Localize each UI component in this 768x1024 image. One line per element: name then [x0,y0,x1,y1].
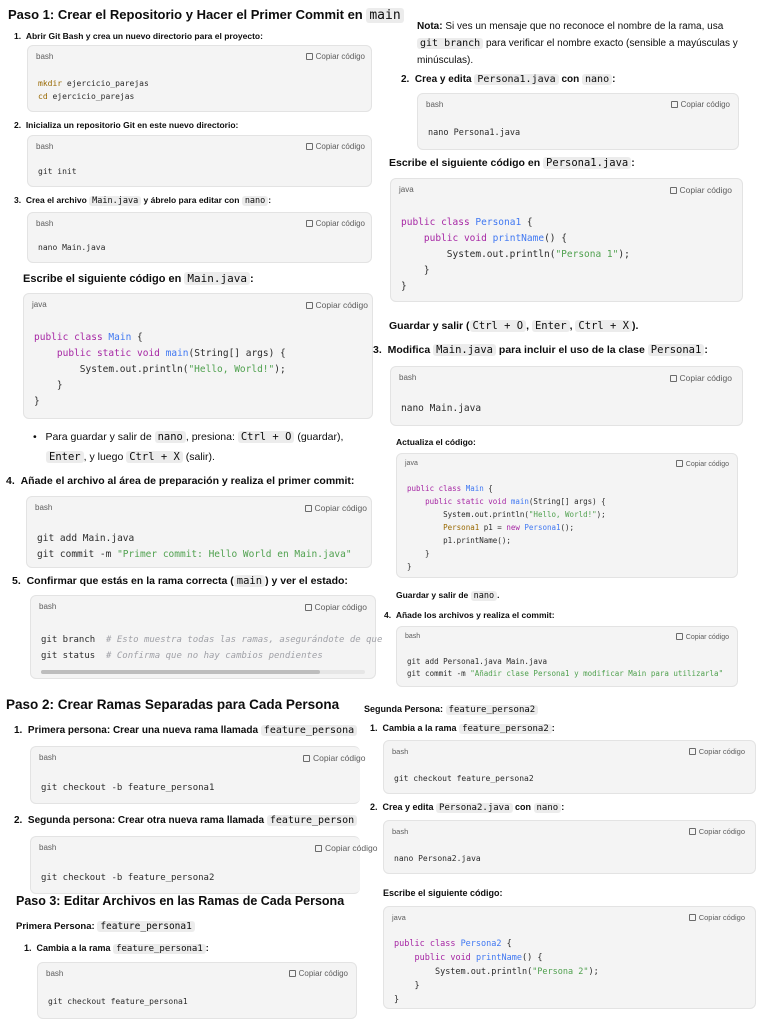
copy-icon [306,53,313,60]
write-main-label: Escribe el siguiente código en Main.java : [23,272,254,285]
copy-code-button[interactable]: Copiar código [676,460,729,468]
code-content: nano Persona1.java [428,128,521,138]
code-content: git checkout feature_persona2 [394,774,534,783]
copy-icon [670,375,677,382]
copy-code-button[interactable]: Copiar código [303,753,365,763]
copy-code-button[interactable]: Copiar código [676,633,729,641]
scrollbar-thumb[interactable] [41,670,320,674]
paso1-title: Paso 1: Crear el Repositorio y Hacer el Primer Commit en main [8,7,404,23]
code-block-checkout-p1 [30,746,366,804]
paso1-step5: 5. Confirmar que estás en la rama correcta ( main ) y ver el estado: [12,575,348,587]
copy-icon [289,970,296,977]
code-lang: java [392,913,406,922]
copy-icon [303,755,310,762]
code-content: mkdir ejercicio_parejas cd ejercicio_parejas [38,79,149,101]
copy-icon [689,914,696,921]
code-lang: bash [426,100,444,109]
write-p1-label: Escribe el siguiente código en Persona1.java : [389,157,635,169]
code-lang: bash [392,747,409,756]
code-content: public class Main { public static void main(String[] args) { System.out.println("Hello, World!"); Persona1 p1 = new Persona1(); p1.printName(); } } [407,484,606,571]
paso2-title: Paso 2: Crear Ramas Separadas para Cada Persona [6,697,340,712]
code-block-nano-main-2 [390,366,743,426]
paso2-step1: 1. Primera persona: Crear una nueva rama llamada feature_persona [14,725,357,736]
copy-icon [689,748,696,755]
copy-code-button[interactable]: Copiar código [306,300,368,310]
code-content: git add Persona1.java Main.java git commit -m "Añadir clase Persona1 y modificar Main para utilizarla" [407,657,724,678]
paso3-title: Paso 3: Editar Archivos en las Ramas de Cada Persona [16,894,345,908]
copy-code-button[interactable]: Copiar código [689,747,745,756]
code-content: git checkout -b feature_persona1 [41,783,215,793]
code-content: public class Persona2 { public void printName() { System.out.println("Persona 2"); } } [394,939,599,1005]
paso3-step1: 1. Cambia a la rama feature_persona1 : [24,943,209,954]
nota-paragraph: Nota: Si ves un mensaje que no reconoce el nombre de la rama, usa git branch para verificar el nombre exacto (sensible a mayúsculas y minúsculas). [417,21,738,66]
copy-code-button[interactable]: Copiar código [306,142,365,151]
save-bullet-1: • Para guardar y salir de nano , presiona: Ctrl + O (guardar), [33,431,344,443]
copy-code-button[interactable]: Copiar código [315,843,377,853]
code-block-nano-p1 [417,93,739,150]
code-content: git init [38,167,77,176]
code-block-persona1-java [390,178,743,302]
write-code-label: Escribe el siguiente código: [383,888,503,898]
copy-icon [305,604,312,611]
save-bullet-2: Enter , y luego Ctrl + X (salir). [46,451,215,463]
code-content: public class Persona1 { public void printName() { System.out.println("Persona 1"); } } [401,217,630,292]
code-block-commit-2 [396,626,738,687]
copy-icon [676,460,683,467]
rt-step3: 3. Modifica Main.java para incluir el uso de la clase Persona1 : [373,344,708,356]
copy-code-button[interactable]: Copiar código [670,185,732,195]
code-lang: java [399,185,414,194]
copy-code-button[interactable]: Copiar código [289,969,348,978]
paso1-step3: 3. Crea el archivo Main.java y ábrelo para editar con nano : [14,195,272,206]
copy-icon [305,505,312,512]
copy-code-button[interactable]: Copiar código [671,100,730,109]
copy-icon [689,828,696,835]
code-block-branch-status [30,595,383,679]
code-lang: java [32,300,47,309]
code-lang: bash [399,373,417,382]
copy-icon [676,633,683,640]
rb-step1: 1. Cambia a la rama feature_persona2 : [370,723,555,734]
rt-step2: 2. Crea y edita Persona1.java con nano : [401,74,616,85]
paso2-step2: 2. Segunda persona: Crear otra nueva rama llamada feature_person [14,815,357,826]
horizontal-scrollbar[interactable] [41,670,365,674]
paso1-step4: 4. Añade el archivo al área de preparación y realiza el primer commit: [6,475,355,487]
code-lang: bash [36,52,54,61]
copy-code-button[interactable]: Copiar código [306,219,365,228]
primera-persona-label: Primera Persona: feature_persona1 [16,921,195,932]
copy-icon [670,187,677,194]
code-lang: bash [39,602,57,611]
copy-icon [306,220,313,227]
code-content: git add Main.java git commit -m "Primer commit: Hello World en Main.java" [37,533,352,560]
copy-code-button[interactable]: Copiar código [689,913,745,922]
code-block-commit-1 [26,496,372,568]
copy-icon [306,143,313,150]
code-lang: bash [36,142,54,151]
code-content: git checkout -b feature_persona2 [41,873,215,883]
copy-icon [671,101,678,108]
copy-icon [306,302,313,309]
code-lang: bash [36,219,54,228]
main-code: main [366,8,403,23]
code-block-nano-main [27,212,372,263]
copy-code-button[interactable]: Copiar código [689,827,745,836]
segunda-persona-label: Segunda Persona: feature_persona2 [364,704,538,715]
code-block-checkout-p2 [30,836,378,894]
code-lang: bash [46,969,64,978]
update-code-label: Actualiza el código: [396,437,476,447]
code-lang: bash [39,843,57,852]
code-lang: bash [405,633,421,640]
copy-code-button[interactable]: Copiar código [306,52,365,61]
code-block-checkout-f1 [37,962,357,1019]
code-block-mkdir [27,45,372,112]
code-lang: bash [39,753,57,762]
code-block-git-init [27,135,372,187]
rt-step4: 4. Añade los archivos y realiza el commit: [384,610,555,620]
copy-code-button[interactable]: Copiar código [670,373,732,383]
code-content: public class Main { public static void main(String[] args) { System.out.println("Hello, World!"); } } [34,332,286,407]
save-exit-line: Guardar y salir ( Ctrl + O , Enter , Ctrl + X ). [389,320,639,332]
code-content: git checkout feature_persona1 [48,997,188,1006]
code-lang: bash [35,503,53,512]
paso1-step1: 1. Abrir Git Bash y crea un nuevo directorio para el proyecto: [14,31,263,41]
code-block-main-java [23,293,373,419]
code-block-persona2-java [383,906,756,1009]
code-block-nano-p2 [383,820,756,874]
copy-code-button[interactable]: Copiar código [305,602,367,612]
copy-icon [315,845,322,852]
code-content: nano Persona2.java [394,854,481,863]
code-lang: java [405,460,418,467]
copy-code-button[interactable]: Copiar código [305,503,367,513]
code-block-checkout-f2 [383,740,756,794]
save-exit-nano: Guardar y salir de nano . [396,590,500,601]
code-content: nano Main.java [38,243,106,252]
code-content: nano Main.java [401,403,482,414]
code-block-main-updated [396,453,738,578]
code-lang: bash [392,827,409,836]
paso1-step2: 2. Inicializa un repositorio Git en este nuevo directorio: [14,120,239,130]
code-content: git branch # Esto muestra todas las ramas, asegurándote de que git status # Confirma que no hay cambios pendientes [41,635,383,661]
rb-step2: 2. Crea y edita Persona2.java con nano : [370,802,565,813]
